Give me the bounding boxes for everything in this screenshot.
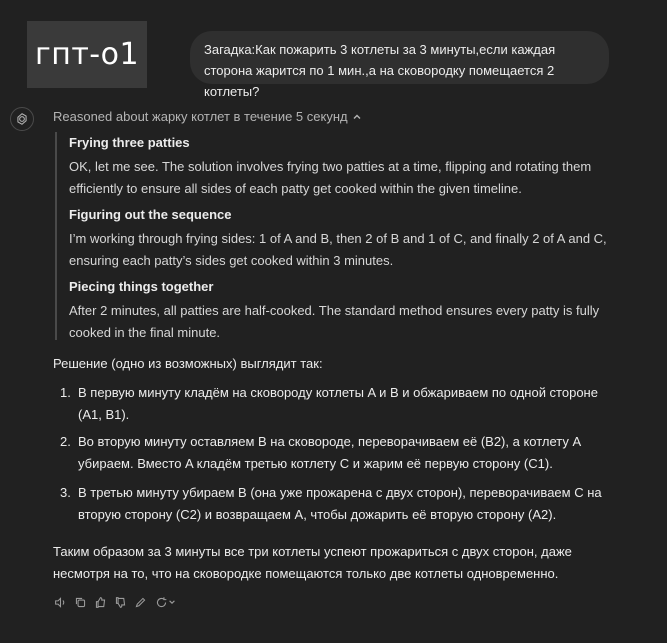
user-message-text: Загадка:Как пожарить 3 котлеты за 3 минуты,если каждая сторона жарится по 1 мин.,а на сковородку помещается 2 котлеты? [204, 42, 556, 99]
reasoning-step-body: After 2 minutes, all patties are half-cooked. The standard method ensures every patty is fully cooked in the final minute. [69, 303, 600, 340]
list-item-number: 1. [60, 385, 71, 400]
list-item-number: 3. [60, 485, 71, 500]
reasoning-toggle[interactable] [53, 109, 362, 124]
reasoning-step [69, 206, 609, 272]
answer-conclusion: Таким образом за 3 минуты все три котлеты успеют прожариться с двух сторон, даже несмотря на то, что на сковородке помещаются только две котлеты одновременно. [53, 544, 572, 581]
pen-icon [134, 596, 147, 609]
list-item-text: В первую минуту кладём на сковороду котлеты A и B и обжариваем по одной стороне (A1, B1). [78, 385, 598, 422]
list-item-text: В третью минуту убираем B (она уже прожарена с двух сторон), переворачиваем C на вторую сторону (C2) и возвращаем A, чтобы дожарить её вторую сторону (A2). [78, 485, 602, 522]
speaker-icon [54, 596, 67, 609]
assistant-avatar [10, 107, 34, 131]
message-actions [53, 595, 177, 609]
list-item-number: 2. [60, 434, 71, 449]
answer-intro: Решение (одно из возможных) выглядит так: [53, 356, 323, 371]
chevron-up-icon [352, 112, 362, 122]
reasoning-header-text: Reasoned about жарку котлет в течение 5 секунд [53, 109, 348, 124]
list-item [53, 431, 613, 475]
model-logo [27, 21, 147, 88]
reasoning-step [69, 134, 609, 200]
list-item [53, 482, 613, 526]
list-item-text: Во вторую минуту оставляем B на сковороде, переворачиваем её (B2), а котлету A убираем. Вместо A кладём третью котлету C и жарим её первую сторону (C1). [78, 434, 581, 471]
reasoning-step-body: I’m working through frying sides: 1 of A and B, then 2 of B and 1 of C, and finally 2 of A and C, ensuring each patty’s sides get cooked within 3 minutes. [69, 231, 607, 268]
thumbs-up-icon [94, 596, 107, 609]
copy-button[interactable] [73, 595, 87, 609]
logo-text: гпт-o1 [34, 37, 140, 72]
good-response-button[interactable] [93, 595, 107, 609]
bad-response-button[interactable] [113, 595, 127, 609]
reasoning-step [69, 278, 609, 344]
regenerate-button[interactable] [153, 595, 177, 609]
reasoning-step-title: Frying three patties [69, 135, 190, 150]
reasoning-step-body: OK, let me see. The solution involves frying two patties at a time, flipping and rotating them efficiently to ensure all sides of each patty get cooked within the given timeline. [69, 159, 592, 196]
copy-icon [74, 596, 87, 609]
openai-logo-icon [15, 112, 29, 126]
edit-canvas-button[interactable] [133, 595, 147, 609]
refresh-icon [155, 596, 168, 609]
user-message-bubble [190, 31, 609, 99]
chevron-down-icon [168, 598, 176, 606]
reasoning-step-title: Figuring out the sequence [69, 207, 232, 222]
reasoning-step-title: Piecing things together [69, 279, 214, 294]
read-aloud-button[interactable] [53, 595, 67, 609]
list-item [53, 382, 613, 426]
reasoning-block [55, 132, 615, 340]
thumbs-down-icon [114, 596, 127, 609]
